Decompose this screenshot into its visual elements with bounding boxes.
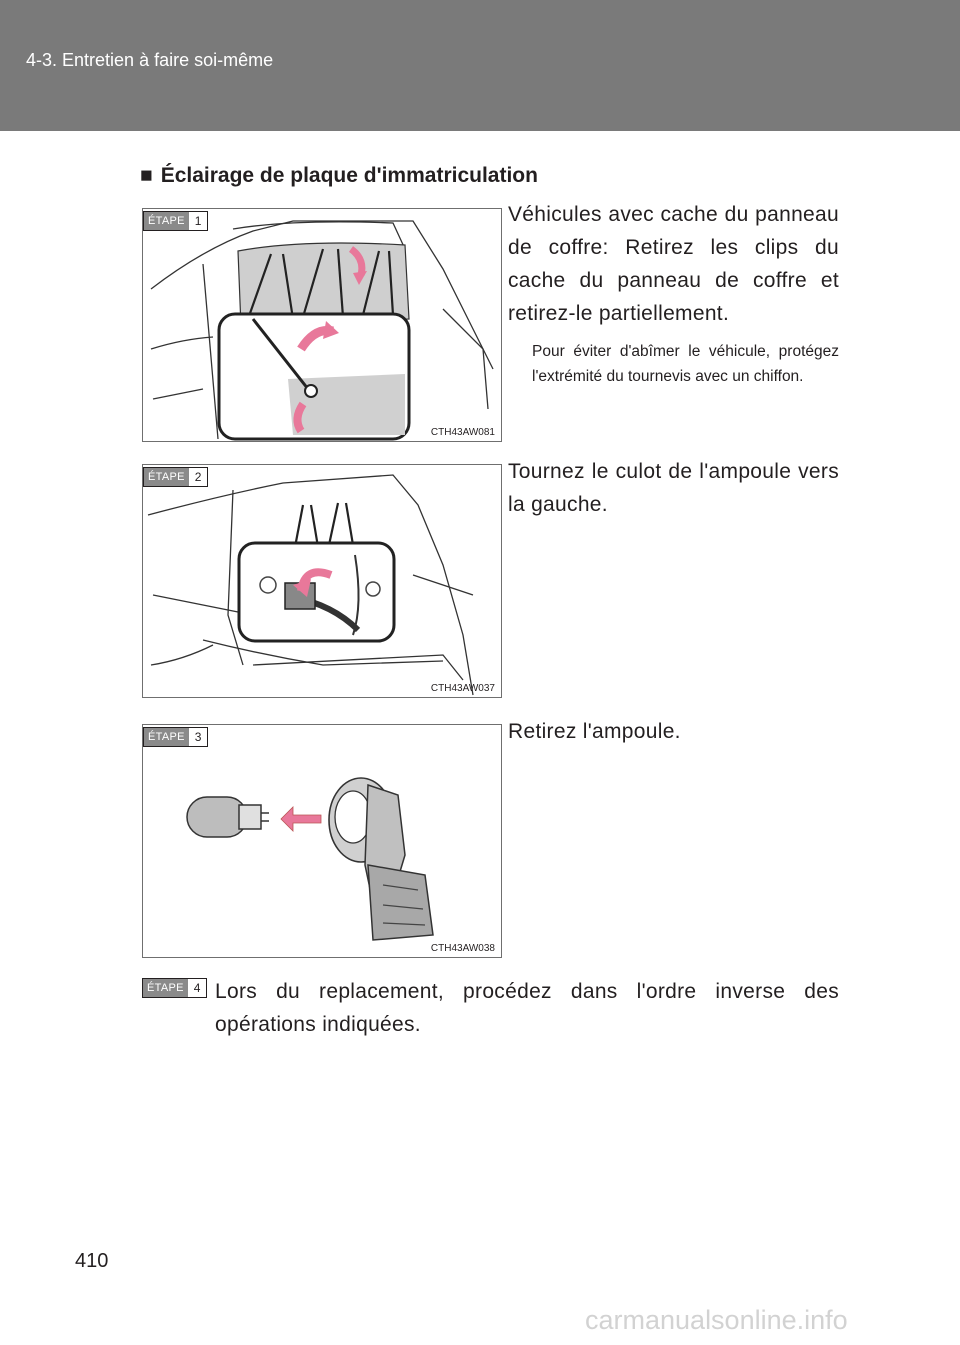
step-badge-2: [143, 467, 208, 487]
page-number: 410: [75, 1250, 109, 1272]
figure-code: CTH43AW038: [430, 943, 495, 954]
step-4-text: Lors du replacement, procédez dans l'ordre inverse des opérations indiquées.: [215, 980, 839, 1036]
figure-step-2: [142, 464, 502, 698]
section-title: [140, 164, 538, 188]
step-badge-label: ÉTAPE: [144, 212, 189, 230]
step-3-text: Retirez l'ampoule.: [508, 720, 681, 743]
step-badge-label: ÉTAPE: [144, 468, 189, 486]
step-badge-3: [143, 727, 208, 747]
illustration-bulb-socket-turn: [143, 465, 501, 697]
step-badge-4: [142, 978, 207, 998]
step-badge-1: [143, 211, 208, 231]
figure-code: CTH43AW081: [430, 427, 495, 438]
step-2-text: Tournez le culot de l'ampoule vers la gauche.: [508, 460, 839, 516]
illustration-trunk-cover-removal: [143, 209, 501, 441]
figure-step-1: [142, 208, 502, 442]
figure-code: CTH43AW037: [430, 683, 495, 694]
step-badge-label: ÉTAPE: [143, 979, 188, 997]
header-bar: [0, 0, 960, 131]
step-1-text: Véhicules avec cache du panneau de coffre: Retirez les clips du cache du panneau de coffre et retirez-le partiellement.: [508, 203, 839, 325]
figure-step-3: [142, 724, 502, 958]
chapter-title: 4-3. Entretien à faire soi-même: [26, 50, 274, 70]
step-badge-label: ÉTAPE: [144, 728, 189, 746]
section-title-text: Éclairage de plaque d'immatriculation: [160, 164, 538, 187]
section-bullet: ■: [140, 164, 153, 187]
step-badge-number: 1: [194, 214, 202, 228]
step-badge-number: 3: [194, 730, 202, 744]
step-4: [142, 975, 839, 1041]
watermark: carmanualsonline.info: [585, 1305, 848, 1335]
step-1-note: Pour éviter d'abîmer le véhicule, protégez l'extrémité du tournevis avec un chiffon.: [532, 343, 839, 385]
illustration-bulb-removal: [143, 725, 501, 957]
step-badge-number: 2: [194, 470, 202, 484]
step-badge-number: 4: [193, 981, 201, 995]
